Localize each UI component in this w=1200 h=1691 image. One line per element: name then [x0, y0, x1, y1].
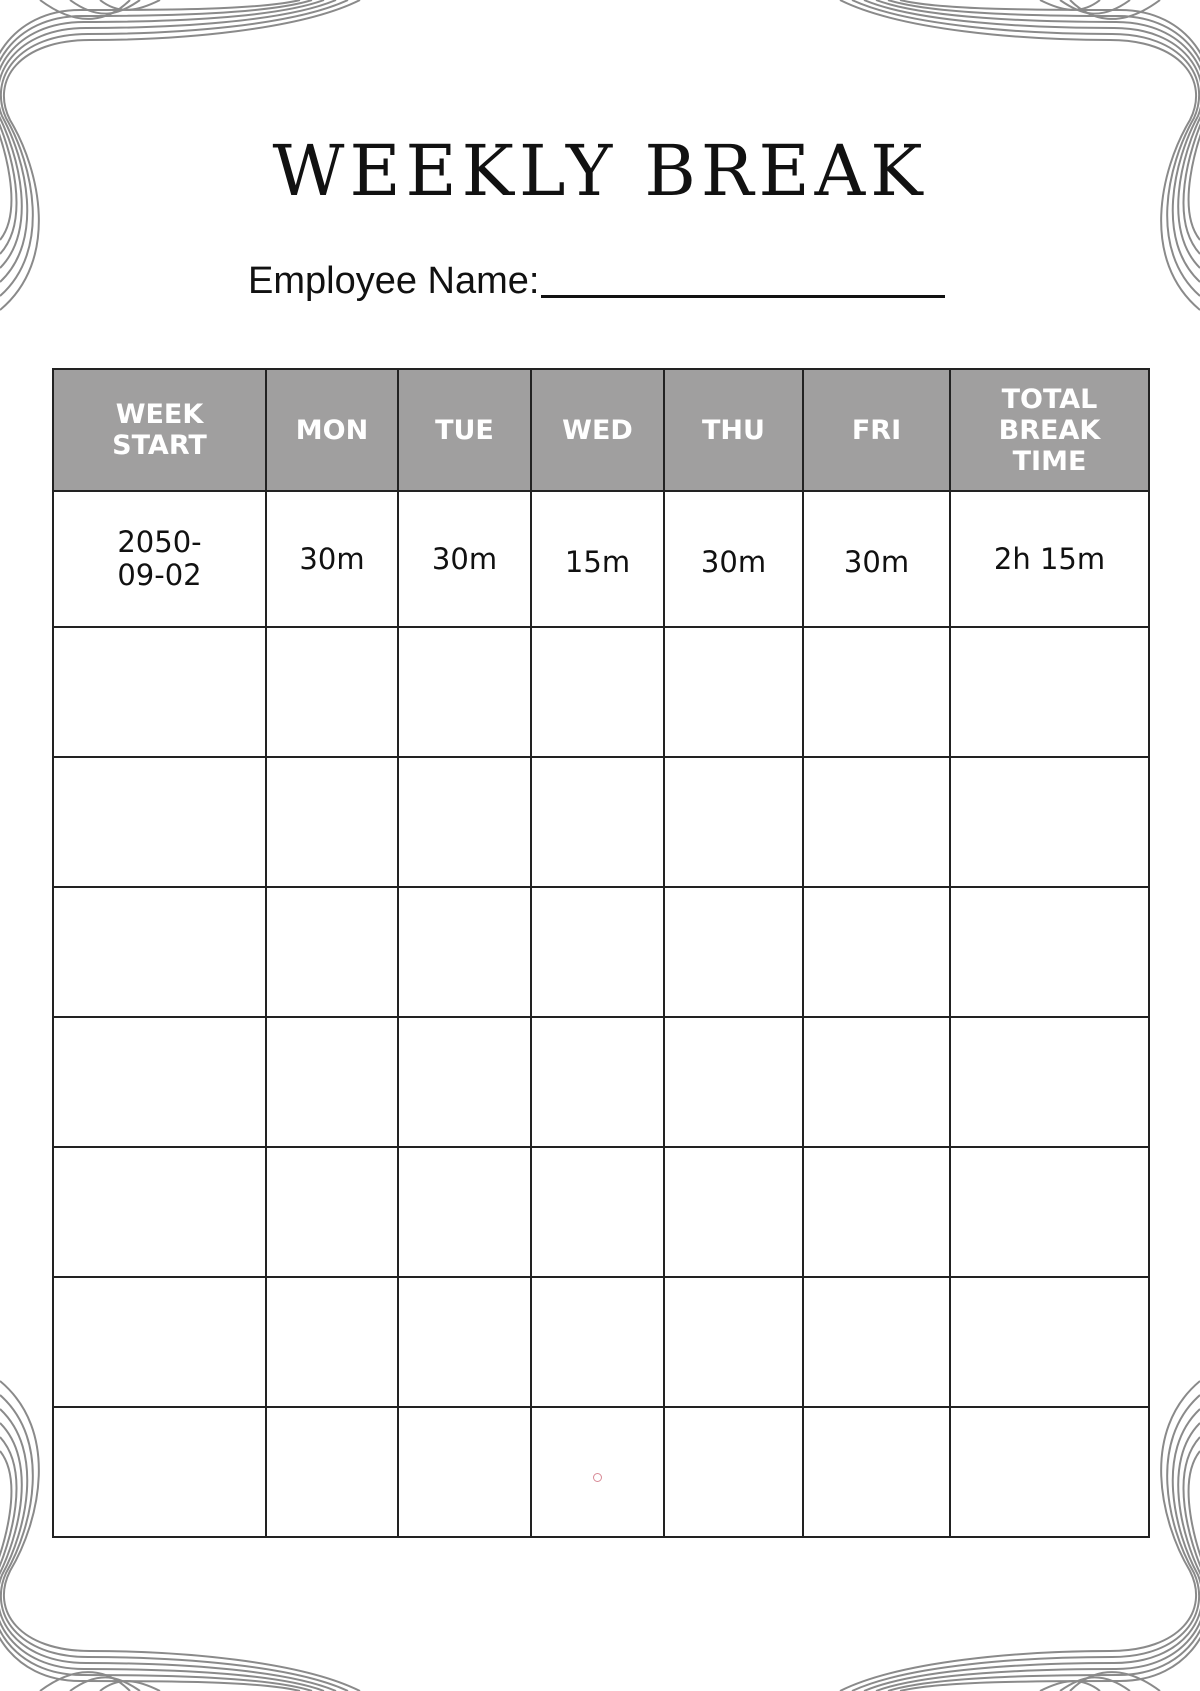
cell-wed[interactable]: [531, 1277, 664, 1407]
cell-total[interactable]: [950, 1277, 1149, 1407]
table-row: [53, 757, 1149, 887]
employee-name-label: Employee Name:: [248, 260, 540, 302]
cell-fri[interactable]: [803, 1407, 950, 1537]
header-fri: FRI: [803, 369, 950, 491]
cell-mon[interactable]: [266, 1277, 398, 1407]
cell-tue[interactable]: [398, 757, 531, 887]
page-title: WEEKLY BREAK: [272, 130, 928, 212]
cell-week-start[interactable]: [53, 1147, 266, 1277]
small-circle-icon: [593, 1473, 602, 1482]
cell-total[interactable]: [950, 627, 1149, 757]
cell-total[interactable]: [950, 1407, 1149, 1537]
header-thu: THU: [664, 369, 803, 491]
cell-wed[interactable]: [531, 1017, 664, 1147]
table-row: [53, 887, 1149, 1017]
cell-mon[interactable]: [266, 1147, 398, 1277]
cell-week-start[interactable]: [53, 1277, 266, 1407]
cell-mon[interactable]: [266, 1407, 398, 1537]
table-row: [53, 1147, 1149, 1277]
cell-tue[interactable]: [398, 1017, 531, 1147]
cell-tue[interactable]: [398, 1147, 531, 1277]
header-wed: WED: [531, 369, 664, 491]
cell-total[interactable]: [950, 887, 1149, 1017]
weekly-break-table: [52, 368, 1150, 1538]
cell-wed[interactable]: 15m: [531, 491, 664, 627]
table-row: [53, 1017, 1149, 1147]
cell-mon[interactable]: 30m: [266, 491, 398, 627]
cell-thu[interactable]: [664, 1277, 803, 1407]
header-tue: TUE: [398, 369, 531, 491]
table-header-row: [53, 369, 1149, 491]
header-total-break-time: TOTAL BREAK TIME: [950, 369, 1149, 491]
cell-mon[interactable]: [266, 1017, 398, 1147]
cell-thu[interactable]: [664, 1407, 803, 1537]
cell-week-start[interactable]: [53, 757, 266, 887]
table-row: [53, 1407, 1149, 1537]
cell-tue[interactable]: [398, 627, 531, 757]
cell-week-start[interactable]: 2050-09-02: [53, 491, 266, 627]
cell-total[interactable]: 2h 15m: [950, 491, 1149, 627]
cell-fri[interactable]: [803, 757, 950, 887]
table-row: [53, 1277, 1149, 1407]
cell-thu[interactable]: [664, 887, 803, 1017]
cell-wed[interactable]: [531, 627, 664, 757]
cell-thu[interactable]: [664, 1147, 803, 1277]
cell-wed[interactable]: [531, 887, 664, 1017]
cell-tue[interactable]: [398, 1277, 531, 1407]
cell-tue[interactable]: 30m: [398, 491, 531, 627]
cell-tue[interactable]: [398, 887, 531, 1017]
header-mon: MON: [266, 369, 398, 491]
cell-thu[interactable]: [664, 627, 803, 757]
cell-week-start[interactable]: [53, 1407, 266, 1537]
cell-total[interactable]: [950, 757, 1149, 887]
cell-thu[interactable]: [664, 757, 803, 887]
employee-name-field[interactable]: [248, 256, 945, 306]
cell-fri[interactable]: [803, 1017, 950, 1147]
cell-mon[interactable]: [266, 757, 398, 887]
cell-fri[interactable]: [803, 1147, 950, 1277]
cell-fri[interactable]: [803, 627, 950, 757]
cell-total[interactable]: [950, 1017, 1149, 1147]
cell-wed[interactable]: [531, 1147, 664, 1277]
cell-mon[interactable]: [266, 627, 398, 757]
cell-week-start[interactable]: [53, 887, 266, 1017]
cell-wed[interactable]: [531, 1407, 664, 1537]
table-row: [53, 627, 1149, 757]
header-week-start: WEEK START: [53, 369, 266, 491]
cell-fri[interactable]: [803, 1277, 950, 1407]
cell-total[interactable]: [950, 1147, 1149, 1277]
cell-fri[interactable]: [803, 887, 950, 1017]
cell-week-start[interactable]: [53, 1017, 266, 1147]
cell-thu[interactable]: [664, 1017, 803, 1147]
cell-week-start[interactable]: [53, 627, 266, 757]
table-row: [53, 491, 1149, 627]
cell-mon[interactable]: [266, 887, 398, 1017]
cell-tue[interactable]: [398, 1407, 531, 1537]
cell-fri[interactable]: 30m: [803, 491, 950, 627]
cell-thu[interactable]: 30m: [664, 491, 803, 627]
cell-wed[interactable]: [531, 757, 664, 887]
employee-name-line[interactable]: [541, 295, 945, 298]
